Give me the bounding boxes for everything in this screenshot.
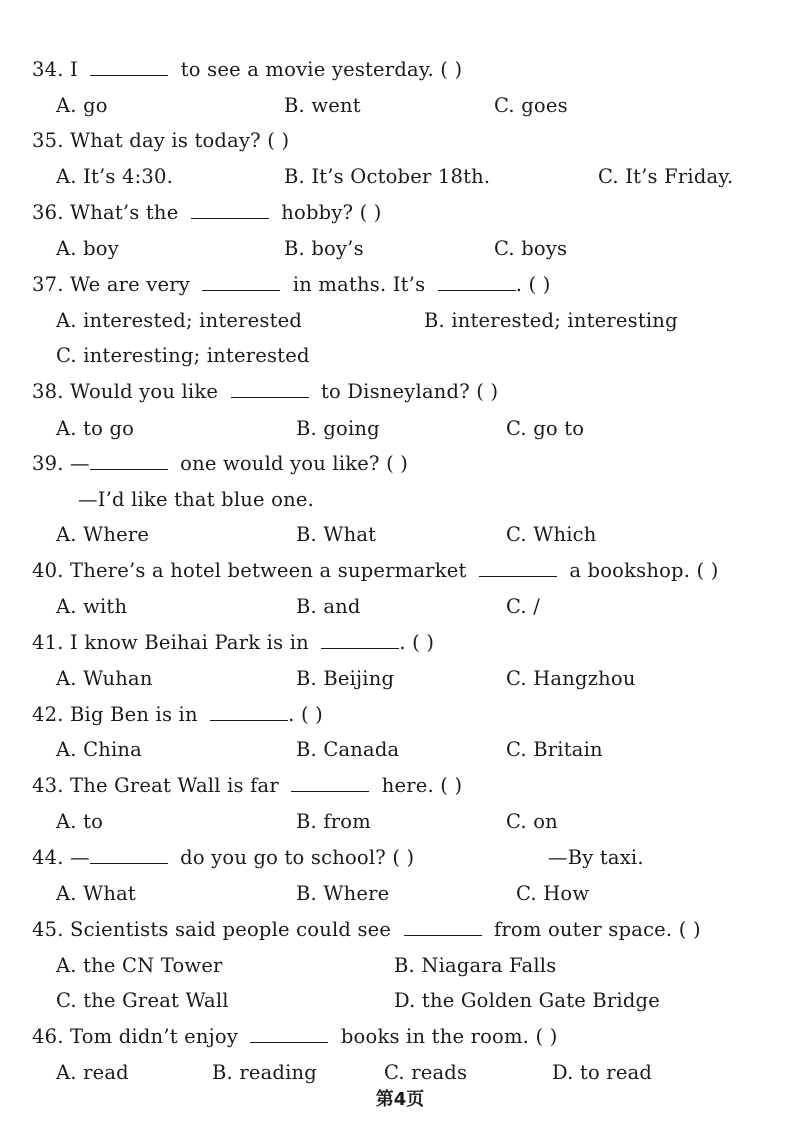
option-d[interactable]: D. to read xyxy=(552,1061,653,1084)
option-b[interactable]: B. Beijing xyxy=(296,667,395,690)
answer-parentheses[interactable]: ( ) xyxy=(267,129,290,152)
option-c[interactable]: C. on xyxy=(506,810,558,833)
answer-blank[interactable] xyxy=(90,61,168,76)
option-c[interactable]: C. go to xyxy=(506,417,585,440)
option-c[interactable]: C. Which xyxy=(506,523,597,546)
question-35 xyxy=(32,131,289,151)
response-line: —By taxi. xyxy=(548,846,644,869)
option-a[interactable]: A. Wuhan xyxy=(56,667,153,690)
option-c[interactable]: C. Britain xyxy=(506,738,603,761)
option-c[interactable]: C. How xyxy=(516,882,590,905)
answer-parentheses[interactable]: ( ) xyxy=(696,559,719,582)
answer-blank[interactable] xyxy=(231,383,309,398)
option-c[interactable]: C. It’s Friday. xyxy=(598,165,734,188)
answer-parentheses[interactable]: ( ) xyxy=(678,918,701,941)
question-text: . xyxy=(515,273,523,296)
question-36 xyxy=(32,203,382,223)
answer-parentheses[interactable]: ( ) xyxy=(528,273,551,296)
answer-blank[interactable] xyxy=(438,276,516,291)
question-number: 41. xyxy=(32,631,64,654)
option-b[interactable]: B. It’s October 18th. xyxy=(284,165,491,188)
option-a[interactable]: A. read xyxy=(56,1061,129,1084)
option-b[interactable]: B. boy’s xyxy=(284,237,364,260)
option-c[interactable]: C. Hangzhou xyxy=(506,667,636,690)
option-b[interactable]: B. went xyxy=(284,94,361,117)
answer-parentheses[interactable]: ( ) xyxy=(412,631,435,654)
option-b[interactable]: B. from xyxy=(296,810,371,833)
answer-parentheses[interactable]: ( ) xyxy=(535,1025,558,1048)
question-text: There’s a hotel between a supermarket xyxy=(70,559,467,582)
option-a[interactable]: A. China xyxy=(56,738,142,761)
question-40 xyxy=(32,561,719,581)
question-number: 42. xyxy=(32,703,64,726)
dash: — xyxy=(70,846,90,869)
question-text: Big Ben is in xyxy=(70,703,198,726)
answer-blank[interactable] xyxy=(321,634,399,649)
option-b[interactable]: B. and xyxy=(296,595,361,618)
question-number: 39. xyxy=(32,452,64,475)
question-number: 35. xyxy=(32,129,64,152)
option-c[interactable]: C. the Great Wall xyxy=(56,989,229,1012)
question-text: hobby? xyxy=(281,201,354,224)
question-text: a bookshop. xyxy=(569,559,691,582)
question-text: I xyxy=(70,58,78,81)
option-c[interactable]: C. interesting; interested xyxy=(56,344,310,367)
option-a[interactable]: A. go xyxy=(56,94,108,117)
option-b[interactable]: B. Niagara Falls xyxy=(394,954,557,977)
question-text: do you go to school? xyxy=(180,846,386,869)
option-a[interactable]: A. the CN Tower xyxy=(56,954,223,977)
option-b[interactable]: B. interested; interesting xyxy=(424,309,678,332)
question-text: What day is today? xyxy=(70,129,261,152)
answer-blank[interactable] xyxy=(250,1028,328,1043)
question-number: 38. xyxy=(32,380,64,403)
question-text: to Disneyland? xyxy=(320,380,470,403)
question-text: Tom didn’t enjoy xyxy=(70,1025,239,1048)
question-text: Would you like xyxy=(70,380,219,403)
question-text: . xyxy=(288,703,295,726)
dash: — xyxy=(70,452,90,475)
answer-blank[interactable] xyxy=(479,562,557,577)
question-text: here. xyxy=(381,774,434,797)
question-46 xyxy=(32,1027,558,1047)
question-number: 44. xyxy=(32,846,64,869)
question-42 xyxy=(32,705,323,725)
option-c[interactable]: C. boys xyxy=(494,237,568,260)
question-38 xyxy=(32,382,498,402)
answer-parentheses[interactable]: ( ) xyxy=(386,452,409,475)
answer-blank[interactable] xyxy=(90,455,168,470)
option-c[interactable]: C. / xyxy=(506,595,540,618)
answer-blank[interactable] xyxy=(404,921,482,936)
option-a[interactable]: A. What xyxy=(56,882,136,905)
answer-blank[interactable] xyxy=(191,204,269,219)
option-a[interactable]: A. It’s 4:30. xyxy=(56,165,174,188)
option-b[interactable]: B. going xyxy=(296,417,380,440)
question-text: from outer space. xyxy=(493,918,673,941)
question-text: Scientists said people could see xyxy=(70,918,392,941)
answer-blank[interactable] xyxy=(202,276,280,291)
question-37 xyxy=(32,275,551,295)
question-45 xyxy=(32,920,701,940)
option-b[interactable]: B. What xyxy=(296,523,377,546)
question-number: 36. xyxy=(32,201,64,224)
question-text: to see a movie yesterday. xyxy=(180,58,434,81)
question-number: 46. xyxy=(32,1025,64,1048)
answer-blank[interactable] xyxy=(90,849,168,864)
option-a[interactable]: A. boy xyxy=(56,237,119,260)
answer-parentheses[interactable]: ( ) xyxy=(440,58,463,81)
question-text: We are very xyxy=(70,273,191,296)
option-b[interactable]: B. Where xyxy=(296,882,390,905)
question-text: What’s the xyxy=(70,201,179,224)
answer-blank[interactable] xyxy=(210,706,288,721)
question-number: 34. xyxy=(32,58,64,81)
answer-parentheses[interactable]: ( ) xyxy=(476,380,499,403)
question-text: I know Beihai Park is in xyxy=(70,631,309,654)
option-d[interactable]: D. the Golden Gate Bridge xyxy=(394,989,660,1012)
question-number: 45. xyxy=(32,918,64,941)
option-b[interactable]: B. Canada xyxy=(296,738,400,761)
question-43 xyxy=(32,776,462,796)
option-a[interactable]: A. to xyxy=(56,810,104,833)
question-41 xyxy=(32,633,434,653)
option-c[interactable]: C. goes xyxy=(494,94,568,117)
option-a[interactable]: A. to go xyxy=(56,417,135,440)
option-a[interactable]: A. with xyxy=(56,595,128,618)
question-34 xyxy=(32,60,462,80)
answer-blank[interactable] xyxy=(291,777,369,792)
question-text: The Great Wall is far xyxy=(70,774,279,797)
question-text: in maths. It’s xyxy=(292,273,426,296)
response-line: —I’d like that blue one. xyxy=(78,488,315,511)
question-number: 37. xyxy=(32,273,64,296)
question-text: . xyxy=(399,631,406,654)
page-number: 第4页 xyxy=(375,1089,425,1110)
question-44 xyxy=(32,848,772,868)
answer-parentheses[interactable]: ( ) xyxy=(392,846,415,869)
option-a[interactable]: A. interested; interested xyxy=(56,309,303,332)
option-c[interactable]: C. reads xyxy=(384,1061,468,1084)
answer-parentheses[interactable]: ( ) xyxy=(440,774,463,797)
question-number: 43. xyxy=(32,774,64,797)
question-number: 40. xyxy=(32,559,64,582)
option-b[interactable]: B. reading xyxy=(212,1061,317,1084)
answer-parentheses[interactable]: ( ) xyxy=(300,703,323,726)
question-text: one would you like? xyxy=(180,452,380,475)
question-39 xyxy=(32,454,408,474)
question-text: books in the room. xyxy=(340,1025,530,1048)
answer-parentheses[interactable]: ( ) xyxy=(359,201,382,224)
option-a[interactable]: A. Where xyxy=(56,523,150,546)
